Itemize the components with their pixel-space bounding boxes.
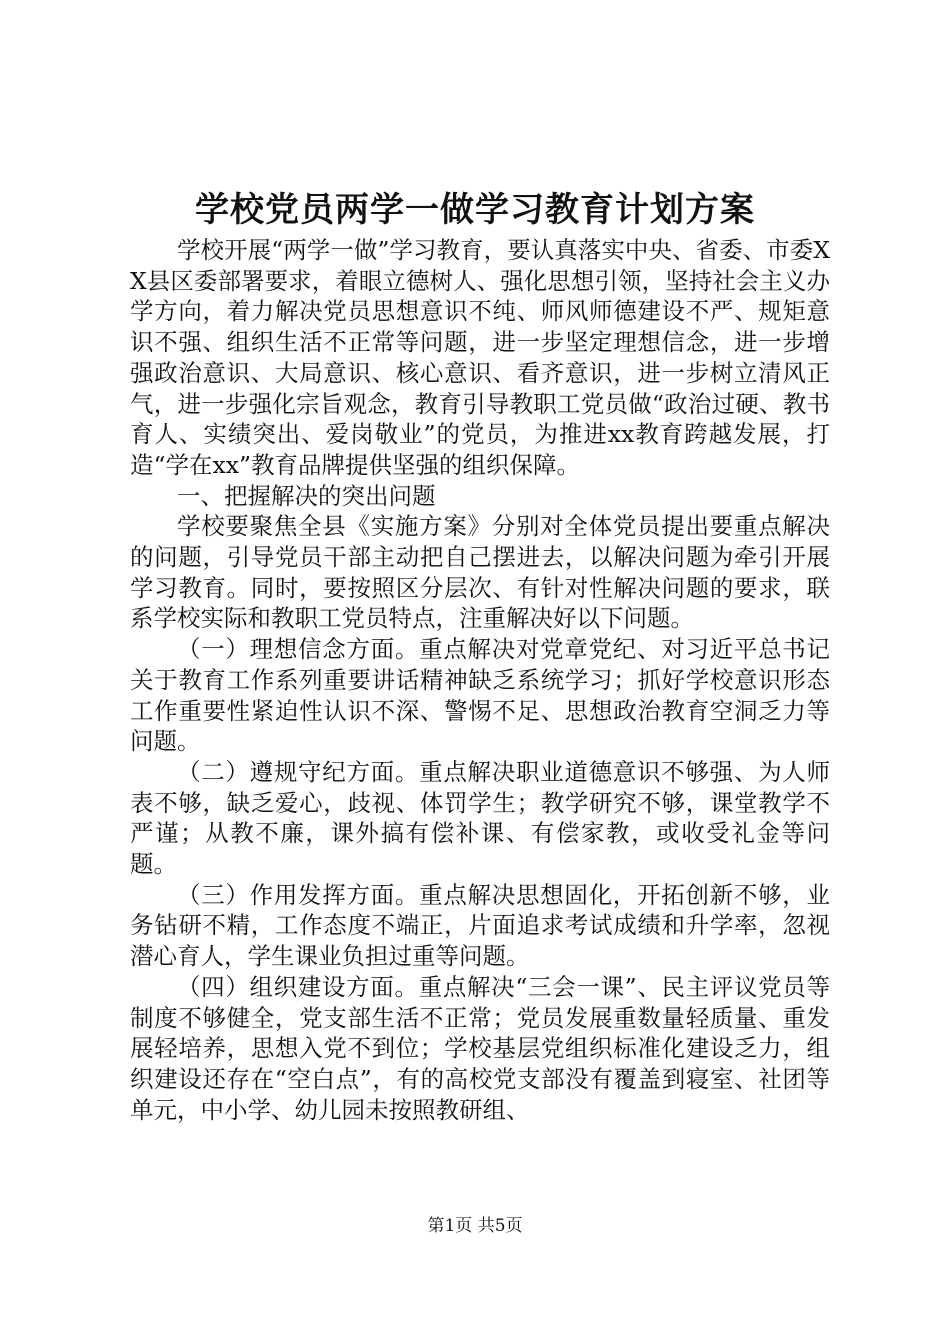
document-title: 学校党员两学一做学习教育计划方案 [195, 190, 755, 230]
item-discipline-paragraph: （二）遵规守纪方面。重点解决职业道德意识不够强、为人师表不够，缺乏爱心，歧视、体罚学生；教学研究不够，课堂教学不严谨；从教不廉，课外搞有偿补课、有偿家教，或收受礼金等问题。 [130, 757, 830, 879]
section-heading-1: 一、把握解决的突出问题 [177, 481, 436, 510]
section-paragraph: 学校要聚焦全县《实施方案》分别对全体党员提出要重点解决的问题，引导党员干部主动把自己摆进去，以解决问题为牵引开展学习教育。同时，要按照区分层次、有针对性解决问题的要求，联系学校实际和教职工党员特点，注重解决好以下问题。 [130, 512, 830, 633]
page-number-footer: 第1页 共5页 [427, 1216, 523, 1236]
item-organization-paragraph: （四）组织建设方面。重点解决“三会一课”、民主评议党员等制度不够健全，党支部生活不正常；党员发展重数量轻质量、重发展轻培养，思想入党不到位；学校基层党组织标准化建设乏力，组织建设还存在“空白点”，有的高校党支部没有覆盖到寝室、社团等单元，中小学、幼儿园未按照教研组、 [130, 972, 830, 1124]
document-body [130, 235, 830, 1125]
intro-paragraph: 学校开展“两学一做”学习教育，要认真落实中央、省委、市委XX县区委部署要求，着眼立德树人、强化思想引领，坚持社会主义办学方向，着力解决党员思想意识不纯、师风师德建设不严、规矩意识不强、组织生活不正常等问题，进一步坚定理想信念，进一步增强政治意识、大局意识、核心意识、看齐意识，进一步树立清风正气，进一步强化宗旨观念，教育引导教职工党员做“政治过硬、教书育人、实绩突出、爱岗敬业”的党员，为推进xx教育跨越发展，打造“学在xx”教育品牌提供坚强的组织保障。 [130, 236, 830, 479]
item-ideals-paragraph: （一）理想信念方面。重点解决对党章党纪、对习近平总书记关于教育工作系列重要讲话精神缺乏系统学习；抓好学校意识形态工作重要性紧迫性认识不深、警惕不足、思想政治教育空洞乏力等问题。 [130, 635, 830, 756]
item-role-paragraph: （三）作用发挥方面。重点解决思想固化，开拓创新不够，业务钻研不精，工作态度不端正，片面追求考试成绩和升学率，忽视潜心育人，学生课业负担过重等问题。 [130, 880, 830, 971]
